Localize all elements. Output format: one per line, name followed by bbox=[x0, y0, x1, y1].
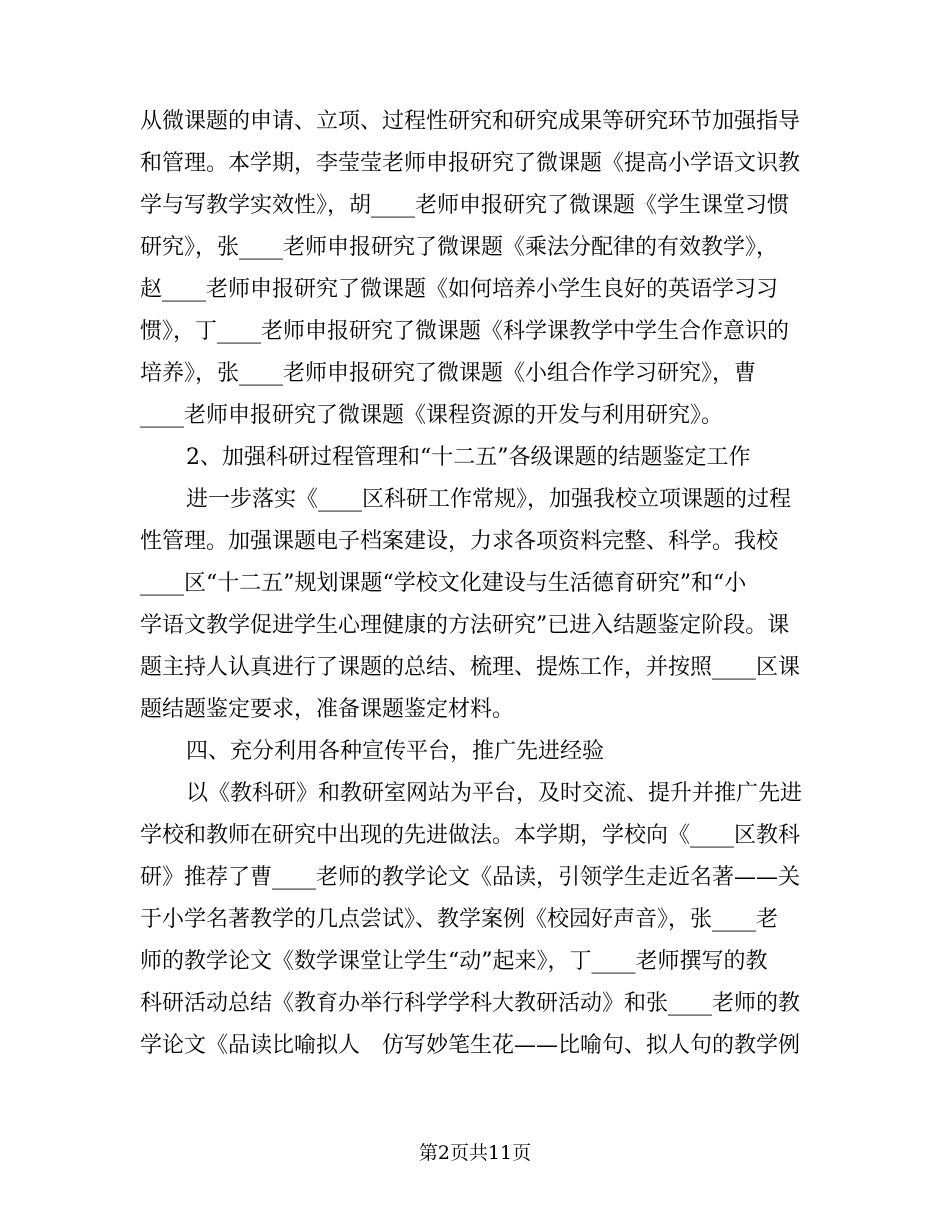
body-line: 学论文《品读比喻拟人 仿写妙笔生花——比喻句、拟人句的教学例 bbox=[140, 1033, 801, 1058]
body-line: 题主持人认真进行了课题的总结、梳理、提炼工作，并按照____区课 bbox=[140, 655, 801, 680]
body-line: 性管理。加强课题电子档案建设，力求各项资料完整、科学。我校 bbox=[140, 529, 779, 554]
section-heading: 2、加强科研过程管理和“十二五”各级课题的结题鉴定工作 bbox=[186, 445, 751, 470]
body-line: 研》推荐了曹____老师的教学论文《品读，引领学生走近名著——关 bbox=[140, 865, 801, 890]
body-line: 赵____老师申报研究了微课题《如何培养小学生良好的英语学习习 bbox=[140, 277, 779, 302]
body-line: 学校和教师在研究中出现的先进做法。本学期，学校向《____区教科 bbox=[140, 823, 801, 848]
body-line: ____区“十二五”规划课题“学校文化建设与生活德育研究”和“小 bbox=[140, 571, 747, 596]
body-line: 于小学名著教学的几点尝试》、教学案例《校园好声音》，张____老 bbox=[140, 907, 779, 932]
section-heading: 四、充分利用各种宣传平台，推广先进经验 bbox=[186, 739, 605, 764]
page-number-footer: 第2页共11页 bbox=[418, 1142, 532, 1164]
body-line: 以《教科研》和教研室网站为平台，及时交流、提升并推广先进 bbox=[186, 781, 803, 806]
body-line: ____老师申报研究了微课题《课程资源的开发与利用研究》。 bbox=[140, 403, 724, 428]
body-line: 惯》，丁____老师申报研究了微课题《科学课教学中学生合作意识的 bbox=[140, 319, 790, 344]
body-line: 师的教学论文《数学课堂让学生“动”起来》，丁____老师撰写的教 bbox=[140, 949, 768, 974]
body-line: 培养》，张____老师申报研究了微课题《小组合作学习研究》，曹 bbox=[140, 361, 757, 386]
body-line: 题结题鉴定要求，准备课题鉴定材料。 bbox=[140, 697, 515, 722]
body-line: 学与写教学实效性》，胡____老师申报研究了微课题《学生课堂习惯 bbox=[140, 193, 790, 218]
body-line: 从微课题的申请、立项、过程性研究和研究成果等研究环节加强指导 bbox=[140, 109, 801, 134]
body-line: 进一步落实《____区科研工作常规》，加强我校立项课题的过程 bbox=[186, 487, 792, 512]
body-line: 学语文教学促进学生心理健康的方法研究”已进入结题鉴定阶段。课 bbox=[140, 613, 790, 638]
body-line: 和管理。本学期，李莹莹老师申报研究了微课题《提高小学语文识教 bbox=[140, 151, 801, 176]
body-line: 研究》，张____老师申报研究了微课题《乘法分配律的有效教学》， bbox=[140, 235, 779, 260]
body-line: 科研活动总结《教育办举行科学学科大教研活动》和张____老师的教 bbox=[140, 991, 801, 1016]
